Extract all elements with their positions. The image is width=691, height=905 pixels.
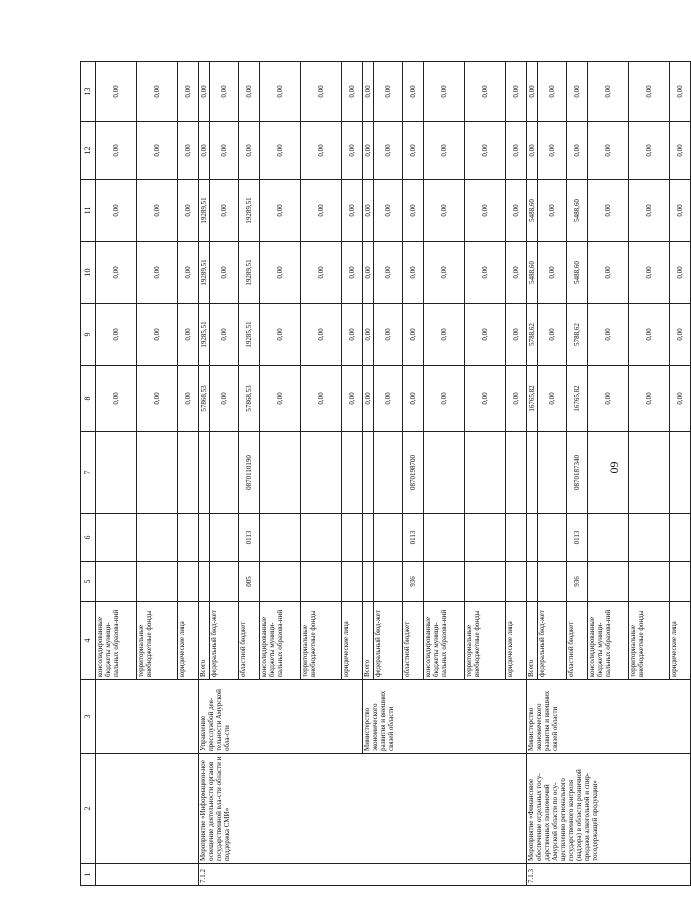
col-header-1: 1 — [81, 864, 96, 886]
code-cell — [301, 514, 342, 562]
value-cell: 0,00 — [137, 304, 178, 366]
value-cell: 0,00 — [629, 242, 670, 304]
value-cell: 0,00 — [260, 180, 301, 242]
value-cell: 0,00 — [137, 62, 178, 122]
value-cell: 5788,62 — [567, 304, 588, 366]
value-cell: 0,00 — [239, 122, 260, 180]
code-cell — [199, 514, 210, 562]
code-cell — [588, 514, 629, 562]
value-cell: 0,00 — [538, 304, 567, 366]
value-cell: 0,00 — [363, 62, 374, 122]
source-label: территориальные внебюджетные фонды — [465, 602, 506, 680]
code-cell — [260, 432, 301, 514]
col-header-9: 9 — [81, 304, 96, 366]
code-cell — [374, 562, 403, 602]
code-cell — [96, 514, 137, 562]
code-cell — [588, 432, 629, 514]
responsible-org: Министерство экономического развития и внешних связей области — [363, 680, 527, 754]
value-cell: 0,00 — [629, 366, 670, 432]
value-cell: 0,00 — [137, 366, 178, 432]
value-cell: 0,00 — [588, 180, 629, 242]
value-cell: 0,00 — [465, 122, 506, 180]
budget-table — [80, 61, 691, 886]
value-cell: 0,00 — [506, 122, 527, 180]
code-cell — [260, 562, 301, 602]
value-cell: 0,00 — [424, 304, 465, 366]
source-label: федеральный бюд-жет — [374, 602, 403, 680]
col-header-5: 5 — [81, 562, 96, 602]
value-cell: 0,00 — [199, 62, 210, 122]
code-cell — [527, 432, 538, 514]
value-cell: 0,00 — [342, 366, 363, 432]
value-cell: 0,00 — [670, 122, 691, 180]
code-cell — [506, 562, 527, 602]
responsible-org: Министерство экономического развития и внешних связей области — [527, 680, 691, 754]
source-label: юридические лица — [670, 602, 691, 680]
value-cell: 19289,51 — [199, 180, 210, 242]
code-cell — [342, 514, 363, 562]
col-header-13: 13 — [81, 62, 96, 122]
source-label: областной бюджет — [239, 602, 260, 680]
code-cell — [424, 562, 465, 602]
value-cell: 5488,60 — [567, 242, 588, 304]
value-cell: 0,00 — [178, 242, 199, 304]
value-cell: 0,00 — [424, 180, 465, 242]
value-cell: 0,00 — [96, 122, 137, 180]
code-cell — [374, 514, 403, 562]
value-cell: 0,00 — [670, 242, 691, 304]
value-cell: 0,00 — [465, 366, 506, 432]
value-cell: 16765,82 — [567, 366, 588, 432]
source-label: территориальные внебюджетные фонды — [301, 602, 342, 680]
code-cell — [178, 514, 199, 562]
value-cell: 0,00 — [96, 304, 137, 366]
section-number: 7.1.3 — [527, 864, 691, 886]
code-cell: 0113 — [567, 514, 588, 562]
value-cell: 0,00 — [342, 122, 363, 180]
code-cell — [527, 562, 538, 602]
code-cell: 0113 — [239, 514, 260, 562]
col-header-7: 7 — [81, 432, 96, 514]
code-cell — [137, 562, 178, 602]
value-cell: 0,00 — [301, 304, 342, 366]
value-cell: 0,00 — [342, 242, 363, 304]
code-cell — [465, 514, 506, 562]
value-cell: 0,00 — [465, 62, 506, 122]
value-cell: 0,00 — [506, 304, 527, 366]
value-cell: 19289,51 — [239, 180, 260, 242]
value-cell: 0,00 — [260, 62, 301, 122]
value-cell: 0,00 — [210, 366, 239, 432]
value-cell: 0,00 — [403, 122, 424, 180]
code-cell — [363, 432, 374, 514]
value-cell: 0,00 — [403, 180, 424, 242]
value-cell: 0,00 — [363, 122, 374, 180]
value-cell: 0,00 — [403, 242, 424, 304]
table-row — [199, 62, 210, 886]
value-cell: 0,00 — [670, 366, 691, 432]
source-label: федеральный бюд-жет — [538, 602, 567, 680]
code-cell — [199, 562, 210, 602]
value-cell: 0,00 — [96, 242, 137, 304]
source-label: территориальные внебюджетные фонды — [137, 602, 178, 680]
section-name: Мероприятие «Финансовое обеспечение отдельных госу-дарственных полномочий Амурской области по осу-ществлению регионального государственного контроля (надзора) в области розничной продажи алкогольной и спир-тосодержащей продукции» — [527, 754, 691, 864]
value-cell: 0,00 — [374, 180, 403, 242]
value-cell: 0,00 — [137, 242, 178, 304]
col-header-3: 3 — [81, 680, 96, 754]
value-cell: 0,00 — [260, 304, 301, 366]
value-cell: 0,00 — [588, 242, 629, 304]
value-cell: 0,00 — [178, 304, 199, 366]
value-cell: 0,00 — [301, 62, 342, 122]
value-cell: 0,00 — [301, 242, 342, 304]
value-cell: 0,00 — [210, 62, 239, 122]
source-label: областной бюджет — [567, 602, 588, 680]
code-cell — [629, 432, 670, 514]
value-cell: 0,00 — [403, 62, 424, 122]
value-cell: 0,00 — [506, 180, 527, 242]
col-header-8: 8 — [81, 366, 96, 432]
value-cell: 0,00 — [96, 180, 137, 242]
source-label: консолидированные бюджеты муници-пальных образова-ний — [424, 602, 465, 680]
value-cell: 0,00 — [538, 122, 567, 180]
code-cell — [210, 514, 239, 562]
value-cell: 0,00 — [342, 304, 363, 366]
value-cell: 0,00 — [363, 366, 374, 432]
value-cell: 0,00 — [260, 366, 301, 432]
value-cell: 0,00 — [403, 366, 424, 432]
source-label: консолидированные бюджеты муници-пальных образова-ний — [96, 602, 137, 680]
code-cell — [301, 562, 342, 602]
cont-name — [96, 754, 199, 864]
code-cell — [363, 514, 374, 562]
value-cell: 0,00 — [301, 366, 342, 432]
value-cell: 0,00 — [363, 304, 374, 366]
value-cell: 0,00 — [178, 180, 199, 242]
value-cell: 0,00 — [670, 62, 691, 122]
code-cell: 0870187340 — [567, 432, 588, 514]
value-cell: 0,00 — [670, 304, 691, 366]
value-cell: 0,00 — [403, 304, 424, 366]
code-cell — [363, 562, 374, 602]
table-body — [81, 62, 691, 886]
value-cell: 0,00 — [588, 304, 629, 366]
code-cell — [178, 562, 199, 602]
value-cell: 0,00 — [374, 62, 403, 122]
code-cell: 936 — [567, 562, 588, 602]
value-cell: 0,00 — [301, 180, 342, 242]
source-label: юридические лица — [506, 602, 527, 680]
value-cell: 0,00 — [363, 242, 374, 304]
value-cell: 0,00 — [374, 304, 403, 366]
source-label: территориальные внебюджетные фонды — [629, 602, 670, 680]
code-cell — [527, 514, 538, 562]
value-cell: 0,00 — [465, 304, 506, 366]
section-number: 7.1.2 — [199, 864, 527, 886]
code-cell: 0870198700 — [403, 432, 424, 514]
code-cell — [588, 562, 629, 602]
col-header-11: 11 — [81, 180, 96, 242]
value-cell: 0,00 — [424, 366, 465, 432]
value-cell: 0,00 — [538, 366, 567, 432]
value-cell: 19285,51 — [199, 304, 210, 366]
col-header-2: 2 — [81, 754, 96, 864]
value-cell: 0,00 — [137, 122, 178, 180]
code-cell — [670, 432, 691, 514]
value-cell: 0,00 — [506, 242, 527, 304]
source-label: юридические лица — [342, 602, 363, 680]
col-header-6: 6 — [81, 514, 96, 562]
code-cell — [199, 432, 210, 514]
value-cell: 0,00 — [210, 180, 239, 242]
col-header-12: 12 — [81, 122, 96, 180]
value-cell: 0,00 — [588, 366, 629, 432]
value-cell: 0,00 — [210, 122, 239, 180]
source-label: областной бюджет — [403, 602, 424, 680]
value-cell: 0,00 — [239, 62, 260, 122]
value-cell: 19289,51 — [199, 242, 210, 304]
value-cell: 0,00 — [363, 180, 374, 242]
value-cell: 0,00 — [629, 304, 670, 366]
code-cell — [96, 562, 137, 602]
value-cell: 19285,51 — [239, 304, 260, 366]
code-cell — [506, 514, 527, 562]
code-cell: 005 — [239, 562, 260, 602]
value-cell: 0,00 — [506, 366, 527, 432]
code-cell — [374, 432, 403, 514]
value-cell: 0,00 — [567, 122, 588, 180]
value-cell: 0,00 — [342, 62, 363, 122]
value-cell: 19289,51 — [239, 242, 260, 304]
code-cell — [301, 432, 342, 514]
value-cell: 0,00 — [178, 366, 199, 432]
value-cell: 0,00 — [527, 122, 538, 180]
code-cell — [538, 562, 567, 602]
value-cell: 0,00 — [260, 122, 301, 180]
value-cell: 0,00 — [374, 366, 403, 432]
value-cell: 0,00 — [301, 122, 342, 180]
value-cell: 57868,53 — [199, 366, 210, 432]
section-name: Мероприятие «Информацион-ное освещение деятельности органов государственной вла-сти области и поддержка СМИ» — [199, 754, 527, 864]
value-cell: 0,00 — [424, 242, 465, 304]
value-cell: 0,00 — [424, 122, 465, 180]
value-cell: 0,00 — [629, 180, 670, 242]
value-cell: 0,00 — [567, 62, 588, 122]
value-cell: 0,00 — [96, 366, 137, 432]
code-cell — [342, 562, 363, 602]
code-cell: 936 — [403, 562, 424, 602]
source-label: консолидированные бюджеты муници-пальных образова-ний — [588, 602, 629, 680]
value-cell: 0,00 — [670, 180, 691, 242]
value-cell: 0,00 — [629, 122, 670, 180]
code-cell — [178, 432, 199, 514]
code-cell: 0113 — [403, 514, 424, 562]
value-cell: 0,00 — [629, 62, 670, 122]
code-cell — [670, 514, 691, 562]
code-cell — [424, 514, 465, 562]
source-label: Всего — [527, 602, 538, 680]
code-cell — [538, 432, 567, 514]
value-cell: 0,00 — [199, 122, 210, 180]
source-label: Всего — [199, 602, 210, 680]
responsible-org: Управление пресслужбой дея-тельности Амурской обла-сти — [199, 680, 363, 754]
page-number: 60 — [607, 461, 622, 474]
code-cell — [137, 432, 178, 514]
code-cell — [96, 432, 137, 514]
value-cell: 0,00 — [374, 242, 403, 304]
value-cell: 0,00 — [588, 62, 629, 122]
table-row — [96, 62, 137, 886]
code-cell — [137, 514, 178, 562]
value-cell: 0,00 — [137, 180, 178, 242]
header-row — [81, 62, 96, 886]
value-cell: 0,00 — [465, 180, 506, 242]
code-cell — [424, 432, 465, 514]
code-cell — [260, 514, 301, 562]
value-cell: 0,00 — [538, 180, 567, 242]
code-cell — [465, 432, 506, 514]
col-header-10: 10 — [81, 242, 96, 304]
value-cell: 0,00 — [210, 242, 239, 304]
value-cell: 0,00 — [424, 62, 465, 122]
value-cell: 5488,60 — [527, 180, 538, 242]
code-cell — [465, 562, 506, 602]
value-cell: 57868,53 — [239, 366, 260, 432]
source-label: федеральный бюд-жет — [210, 602, 239, 680]
value-cell: 0,00 — [96, 62, 137, 122]
code-cell — [506, 432, 527, 514]
table-row — [527, 62, 538, 886]
cont-num — [96, 864, 199, 886]
value-cell: 5488,60 — [527, 242, 538, 304]
value-cell: 5788,62 — [527, 304, 538, 366]
source-label: юридические лица — [178, 602, 199, 680]
code-cell — [629, 514, 670, 562]
code-cell — [629, 562, 670, 602]
value-cell: 5488,60 — [567, 180, 588, 242]
code-cell — [342, 432, 363, 514]
rotated-budget-table — [80, 62, 684, 886]
code-cell — [670, 562, 691, 602]
value-cell: 0,00 — [527, 62, 538, 122]
value-cell: 0,00 — [342, 180, 363, 242]
value-cell: 0,00 — [260, 242, 301, 304]
value-cell: 0,00 — [506, 62, 527, 122]
value-cell: 0,00 — [210, 304, 239, 366]
code-cell: 0870110190 — [239, 432, 260, 514]
value-cell: 0,00 — [538, 242, 567, 304]
source-label: Всего — [363, 602, 374, 680]
code-cell — [210, 432, 239, 514]
value-cell: 0,00 — [588, 122, 629, 180]
source-label: консолидированные бюджеты муници-пальных образова-ний — [260, 602, 301, 680]
code-cell — [210, 562, 239, 602]
value-cell: 16765,82 — [527, 366, 538, 432]
value-cell: 0,00 — [465, 242, 506, 304]
value-cell: 0,00 — [178, 122, 199, 180]
cont-org — [96, 680, 199, 754]
col-header-4: 4 — [81, 602, 96, 680]
value-cell: 0,00 — [374, 122, 403, 180]
value-cell: 0,00 — [538, 62, 567, 122]
code-cell — [538, 514, 567, 562]
value-cell: 0,00 — [178, 62, 199, 122]
